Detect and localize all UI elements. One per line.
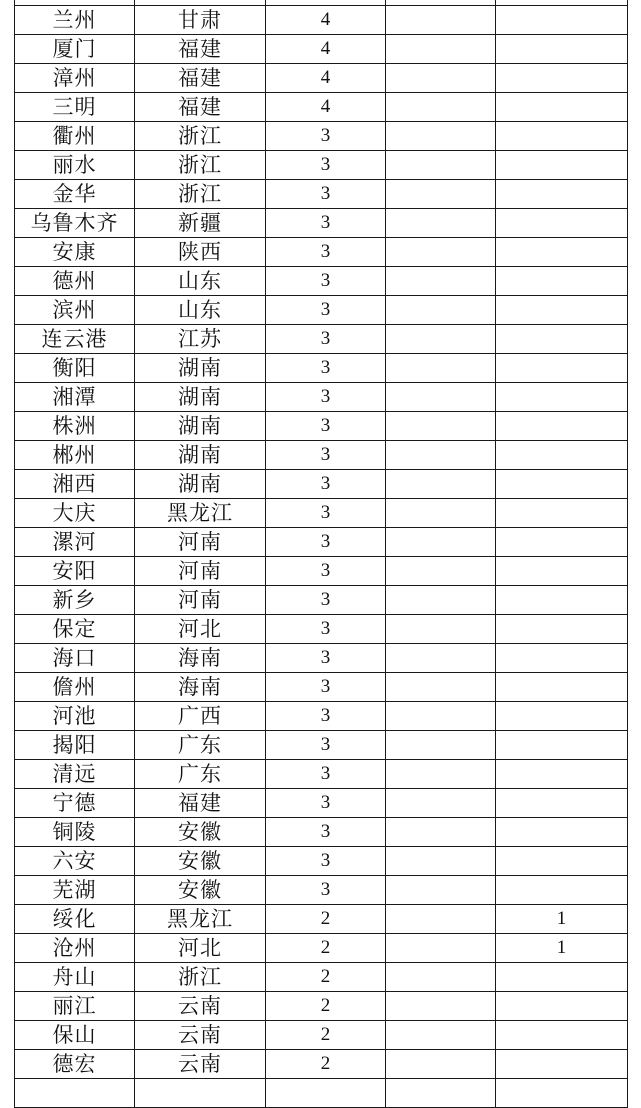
extra-value-cell[interactable] [496, 325, 628, 354]
empty-cell[interactable] [386, 1079, 496, 1108]
table-row [15, 180, 628, 209]
province-cell[interactable]: 浙江 [135, 963, 266, 992]
province-cell[interactable]: 河南 [135, 586, 266, 615]
extra-value-cell[interactable] [496, 383, 628, 412]
table-row [15, 847, 628, 876]
empty-cell[interactable] [386, 818, 496, 847]
table-row [15, 35, 628, 64]
empty-cell[interactable] [386, 151, 496, 180]
extra-value-cell[interactable] [496, 151, 628, 180]
empty-cell[interactable] [386, 412, 496, 441]
city-cell[interactable]: 衢州 [15, 122, 135, 151]
table-row [15, 499, 628, 528]
value-cell[interactable]: 3 [266, 441, 386, 470]
value-cell[interactable]: 3 [266, 528, 386, 557]
value-cell[interactable]: 3 [266, 122, 386, 151]
value-cell[interactable]: 2 [266, 934, 386, 963]
province-cell[interactable]: 黑龙江 [135, 499, 266, 528]
province-cell[interactable]: 湖南 [135, 383, 266, 412]
province-cell[interactable]: 河南 [135, 557, 266, 586]
province-cell[interactable]: 湖南 [135, 470, 266, 499]
province-cell[interactable]: 河北 [135, 615, 266, 644]
province-cell[interactable]: 海南 [135, 644, 266, 673]
city-cell[interactable]: 沧州 [15, 934, 135, 963]
empty-cell[interactable] [386, 847, 496, 876]
empty-cell[interactable] [386, 325, 496, 354]
table-row [15, 557, 628, 586]
province-cell[interactable]: 福建 [135, 93, 266, 122]
table-row [15, 644, 628, 673]
city-cell[interactable]: 金华 [15, 180, 135, 209]
empty-cell[interactable] [386, 35, 496, 64]
empty-cell[interactable] [386, 441, 496, 470]
empty-cell[interactable] [386, 6, 496, 35]
city-cell[interactable]: 德宏 [15, 1050, 135, 1079]
empty-cell[interactable] [386, 586, 496, 615]
city-cell[interactable]: 六安 [15, 847, 135, 876]
province-cell[interactable]: 福建 [135, 64, 266, 93]
value-cell[interactable]: 3 [266, 847, 386, 876]
value-cell[interactable]: 3 [266, 296, 386, 325]
city-cell[interactable]: 兰州 [15, 6, 135, 35]
city-cell[interactable]: 海口 [15, 644, 135, 673]
extra-value-cell[interactable] [496, 296, 628, 325]
extra-value-cell[interactable] [496, 238, 628, 267]
city-cell[interactable]: 厦门 [15, 35, 135, 64]
city-cell[interactable]: 湘西 [15, 470, 135, 499]
value-cell[interactable]: 2 [266, 963, 386, 992]
city-cell[interactable]: 新乡 [15, 586, 135, 615]
value-cell[interactable]: 2 [266, 905, 386, 934]
table-row [15, 296, 628, 325]
province-cell[interactable]: 新疆 [135, 209, 266, 238]
table-row [15, 731, 628, 760]
province-cell[interactable]: 陕西 [135, 238, 266, 267]
table-row [15, 151, 628, 180]
value-cell[interactable]: 3 [266, 644, 386, 673]
province-cell[interactable]: 河北 [135, 934, 266, 963]
province-cell[interactable]: 安徽 [135, 847, 266, 876]
value-cell[interactable]: 3 [266, 209, 386, 238]
value-cell[interactable]: 3 [266, 267, 386, 296]
empty-cell[interactable] [386, 673, 496, 702]
city-cell[interactable]: 漳州 [15, 64, 135, 93]
city-cell[interactable]: 安康 [15, 238, 135, 267]
province-cell[interactable]: 福建 [135, 35, 266, 64]
city-cell[interactable]: 大庆 [15, 499, 135, 528]
empty-cell[interactable] [386, 238, 496, 267]
extra-value-cell[interactable] [496, 731, 628, 760]
city-cell[interactable]: 郴州 [15, 441, 135, 470]
value-cell[interactable]: 3 [266, 180, 386, 209]
table-row [15, 267, 628, 296]
value-cell[interactable]: 3 [266, 586, 386, 615]
value-cell[interactable]: 3 [266, 325, 386, 354]
empty-cell[interactable] [386, 876, 496, 905]
province-cell[interactable]: 浙江 [135, 122, 266, 151]
city-cell[interactable]: 宁德 [15, 789, 135, 818]
extra-value-cell[interactable] [496, 209, 628, 238]
table-row [15, 934, 628, 963]
empty-cell[interactable] [386, 499, 496, 528]
province-cell[interactable]: 浙江 [135, 180, 266, 209]
city-cell[interactable] [15, 1079, 135, 1108]
empty-cell[interactable] [386, 963, 496, 992]
province-cell[interactable]: 黑龙江 [135, 905, 266, 934]
province-cell[interactable]: 山东 [135, 267, 266, 296]
province-cell[interactable]: 山东 [135, 296, 266, 325]
empty-cell[interactable] [386, 470, 496, 499]
table-row [15, 789, 628, 818]
extra-value-cell[interactable] [496, 6, 628, 35]
empty-cell[interactable] [386, 209, 496, 238]
extra-value-cell[interactable] [496, 876, 628, 905]
city-cell[interactable]: 揭阳 [15, 731, 135, 760]
value-cell[interactable]: 3 [266, 760, 386, 789]
extra-value-cell[interactable] [496, 528, 628, 557]
empty-cell[interactable] [386, 528, 496, 557]
empty-cell[interactable] [386, 354, 496, 383]
empty-cell[interactable] [386, 615, 496, 644]
table-row [15, 528, 628, 557]
empty-cell[interactable] [386, 934, 496, 963]
extra-value-cell[interactable] [496, 412, 628, 441]
city-cell[interactable]: 滨州 [15, 296, 135, 325]
extra-value-cell[interactable] [496, 35, 628, 64]
province-cell[interactable]: 湖南 [135, 354, 266, 383]
empty-cell[interactable] [386, 180, 496, 209]
city-cell[interactable]: 乌鲁木齐 [15, 209, 135, 238]
table-row [15, 992, 628, 1021]
table-row [15, 586, 628, 615]
extra-value-cell[interactable] [496, 847, 628, 876]
city-cell[interactable]: 德州 [15, 267, 135, 296]
value-cell[interactable]: 3 [266, 470, 386, 499]
province-cell[interactable]: 广东 [135, 760, 266, 789]
extra-value-cell[interactable] [496, 354, 628, 383]
table-row [15, 412, 628, 441]
table-row [15, 354, 628, 383]
city-cell[interactable]: 绥化 [15, 905, 135, 934]
extra-value-cell[interactable] [496, 557, 628, 586]
value-cell[interactable]: 3 [266, 731, 386, 760]
extra-value-cell[interactable] [496, 673, 628, 702]
extra-value-cell[interactable] [496, 180, 628, 209]
province-cell[interactable]: 云南 [135, 1021, 266, 1050]
table-row [15, 441, 628, 470]
value-cell[interactable]: 2 [266, 992, 386, 1021]
province-cell[interactable]: 福建 [135, 789, 266, 818]
province-cell[interactable]: 江苏 [135, 325, 266, 354]
province-cell[interactable]: 湖南 [135, 441, 266, 470]
extra-value-cell[interactable] [496, 470, 628, 499]
province-cell[interactable]: 甘肃 [135, 6, 266, 35]
value-cell[interactable]: 3 [266, 818, 386, 847]
province-cell[interactable]: 浙江 [135, 151, 266, 180]
city-cell[interactable]: 安阳 [15, 557, 135, 586]
city-cell[interactable]: 丽水 [15, 151, 135, 180]
value-cell[interactable]: 4 [266, 64, 386, 93]
value-cell[interactable]: 3 [266, 673, 386, 702]
city-cell[interactable]: 衡阳 [15, 354, 135, 383]
value-cell[interactable]: 3 [266, 876, 386, 905]
city-cell[interactable]: 清远 [15, 760, 135, 789]
table-row [15, 93, 628, 122]
city-cell[interactable]: 铜陵 [15, 818, 135, 847]
empty-cell[interactable] [386, 557, 496, 586]
value-cell[interactable]: 4 [266, 35, 386, 64]
province-cell[interactable]: 广西 [135, 702, 266, 731]
table-row [15, 1050, 628, 1079]
extra-value-cell[interactable] [496, 441, 628, 470]
table-row [15, 905, 628, 934]
value-cell[interactable]: 3 [266, 238, 386, 267]
empty-cell[interactable] [386, 760, 496, 789]
extra-value-cell[interactable] [496, 267, 628, 296]
table-body [15, 0, 628, 1108]
province-cell[interactable]: 安徽 [135, 818, 266, 847]
province-cell[interactable]: 安徽 [135, 876, 266, 905]
extra-value-cell[interactable] [496, 1079, 628, 1108]
extra-value-cell[interactable] [496, 789, 628, 818]
city-cell[interactable]: 保定 [15, 615, 135, 644]
province-cell[interactable]: 广东 [135, 731, 266, 760]
table-row [15, 470, 628, 499]
city-cell[interactable]: 连云港 [15, 325, 135, 354]
value-cell[interactable] [266, 1079, 386, 1108]
empty-cell[interactable] [386, 296, 496, 325]
extra-value-cell[interactable]: 1 [496, 905, 628, 934]
table-row [15, 325, 628, 354]
table-row [15, 702, 628, 731]
empty-cell[interactable] [386, 93, 496, 122]
province-cell[interactable] [135, 1079, 266, 1108]
extra-value-cell[interactable]: 1 [496, 934, 628, 963]
value-cell[interactable]: 3 [266, 789, 386, 818]
extra-value-cell[interactable] [496, 93, 628, 122]
table-row [15, 1021, 628, 1050]
table-row [15, 383, 628, 412]
city-cell[interactable]: 丽江 [15, 992, 135, 1021]
empty-cell[interactable] [386, 644, 496, 673]
city-cell[interactable]: 三明 [15, 93, 135, 122]
table-row [15, 122, 628, 151]
province-cell[interactable]: 海南 [135, 673, 266, 702]
province-cell[interactable]: 云南 [135, 992, 266, 1021]
value-cell[interactable]: 3 [266, 412, 386, 441]
extra-value-cell[interactable] [496, 586, 628, 615]
extra-value-cell[interactable] [496, 702, 628, 731]
empty-cell[interactable] [386, 992, 496, 1021]
city-cell[interactable]: 株洲 [15, 412, 135, 441]
table-row [15, 6, 628, 35]
province-cell[interactable]: 河南 [135, 528, 266, 557]
empty-cell[interactable] [386, 267, 496, 296]
empty-cell[interactable] [386, 905, 496, 934]
extra-value-cell[interactable] [496, 760, 628, 789]
table-row [15, 238, 628, 267]
table-row [15, 818, 628, 847]
value-cell[interactable]: 3 [266, 383, 386, 412]
extra-value-cell[interactable] [496, 963, 628, 992]
province-cell[interactable]: 湖南 [135, 412, 266, 441]
empty-cell[interactable] [386, 64, 496, 93]
table-row [15, 963, 628, 992]
empty-cell[interactable] [386, 1021, 496, 1050]
value-cell[interactable]: 3 [266, 615, 386, 644]
extra-value-cell[interactable] [496, 499, 628, 528]
table-row [15, 673, 628, 702]
extra-value-cell[interactable] [496, 992, 628, 1021]
city-cell[interactable]: 舟山 [15, 963, 135, 992]
extra-value-cell[interactable] [496, 122, 628, 151]
city-cell[interactable]: 湘潭 [15, 383, 135, 412]
value-cell[interactable]: 4 [266, 93, 386, 122]
city-cell[interactable]: 儋州 [15, 673, 135, 702]
value-cell[interactable]: 3 [266, 354, 386, 383]
empty-cell[interactable] [386, 789, 496, 818]
table-row [15, 615, 628, 644]
city-cell[interactable]: 芜湖 [15, 876, 135, 905]
empty-cell[interactable] [386, 731, 496, 760]
value-cell[interactable]: 2 [266, 1050, 386, 1079]
extra-value-cell[interactable] [496, 615, 628, 644]
extra-value-cell[interactable] [496, 818, 628, 847]
table-row [15, 209, 628, 238]
city-cell[interactable]: 漯河 [15, 528, 135, 557]
city-cell[interactable]: 河池 [15, 702, 135, 731]
value-cell[interactable]: 4 [266, 6, 386, 35]
table-row [15, 876, 628, 905]
value-cell[interactable]: 2 [266, 1021, 386, 1050]
city-cell[interactable]: 保山 [15, 1021, 135, 1050]
value-cell[interactable]: 3 [266, 499, 386, 528]
table-row [15, 760, 628, 789]
empty-cell[interactable] [386, 122, 496, 151]
value-cell[interactable]: 3 [266, 702, 386, 731]
empty-cell[interactable] [386, 1050, 496, 1079]
extra-value-cell[interactable] [496, 1021, 628, 1050]
extra-value-cell[interactable] [496, 64, 628, 93]
city-province-table [14, 0, 628, 1108]
province-cell[interactable]: 云南 [135, 1050, 266, 1079]
extra-value-cell[interactable] [496, 1050, 628, 1079]
table-row [15, 1079, 628, 1108]
value-cell[interactable]: 3 [266, 557, 386, 586]
table-row [15, 64, 628, 93]
empty-cell[interactable] [386, 383, 496, 412]
extra-value-cell[interactable] [496, 644, 628, 673]
empty-cell[interactable] [386, 702, 496, 731]
value-cell[interactable]: 3 [266, 151, 386, 180]
